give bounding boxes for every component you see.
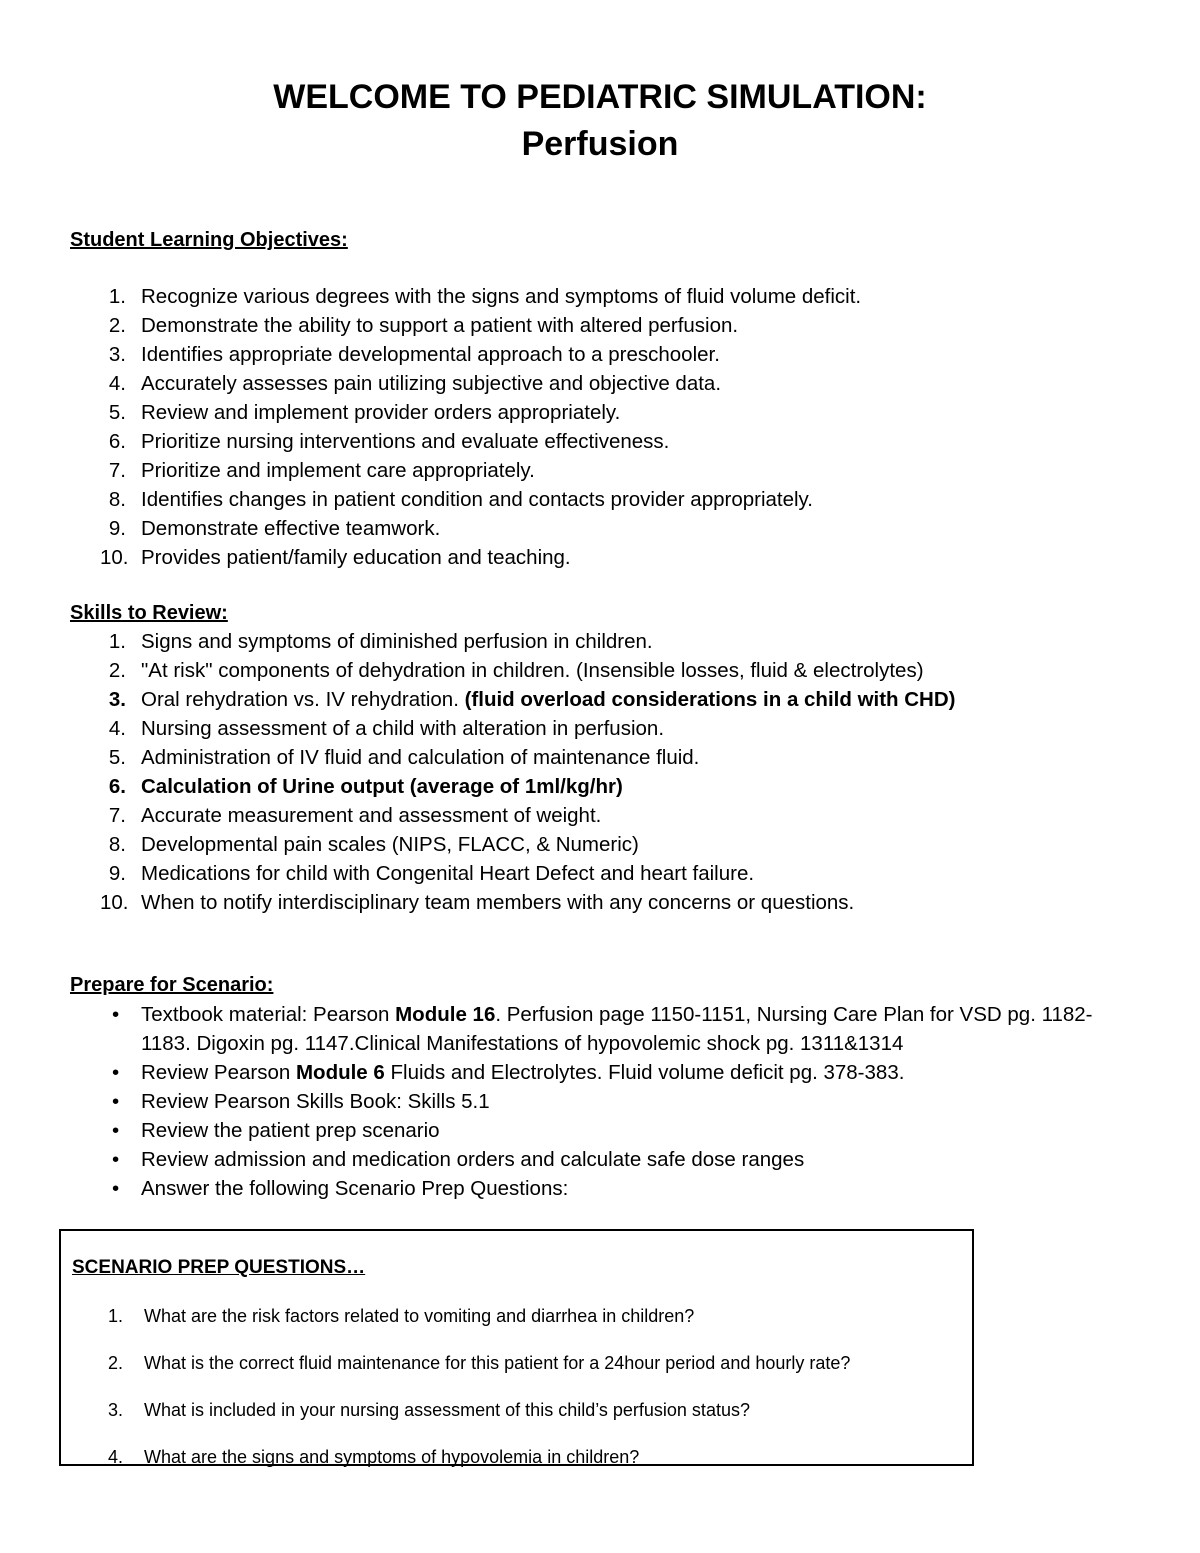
list-item [100, 311, 861, 340]
item-number: 2. [108, 659, 126, 682]
item-number: 9. [108, 517, 126, 540]
page-title: WELCOME TO PEDIATRIC SIMULATION: [273, 78, 927, 116]
item-bold-text: Module 6 [295, 1061, 385, 1084]
list-item [100, 427, 861, 456]
item-number: 1. [107, 1306, 123, 1326]
list-item [100, 485, 861, 514]
bullet-icon: • [112, 1119, 120, 1142]
list-item [100, 543, 861, 572]
item-text: Provides patient/family education and teaching. [141, 546, 571, 569]
item-text: . Perfusion page 1150-1151, Nursing Care Plan for VSD pg. 1182- [495, 1003, 1093, 1026]
list-item [100, 1087, 1093, 1116]
page-subtitle: Perfusion [521, 125, 679, 163]
item-text: Review admission and medication orders and calculate safe dose ranges [141, 1148, 805, 1171]
item-text: Developmental pain scales (NIPS, FLACC, & Numeric) [141, 833, 639, 856]
item-text: Medications for child with Congenital Heart Defect and heart failure. [141, 862, 755, 885]
list-item [101, 1434, 850, 1481]
list-item [101, 1340, 850, 1387]
prepare-heading: Prepare for Scenario: [70, 974, 274, 996]
list-item [100, 1058, 1093, 1087]
list-item [100, 656, 956, 685]
list-item [100, 514, 861, 543]
list-item [100, 772, 956, 801]
item-number: 4. [108, 717, 126, 740]
item-text: Review the patient prep scenario [141, 1119, 440, 1142]
bullet-icon: • [112, 1148, 120, 1171]
item-text: Review and implement provider orders appropriately. [141, 401, 621, 424]
item-text: Administration of IV fluid and calculation of maintenance fluid. [141, 746, 700, 769]
bullet-icon: • [112, 1061, 120, 1084]
item-number: 3. [108, 688, 126, 711]
item-text: Nursing assessment of a child with alteration in perfusion. [141, 717, 665, 740]
item-number: 1. [108, 630, 126, 653]
item-number: 10. [100, 891, 129, 914]
list-item [100, 888, 956, 917]
prepare-list [100, 1000, 1093, 1203]
item-text: Accurate measurement and assessment of weight. [141, 804, 602, 827]
item-text: What is the correct fluid maintenance for this patient for a 24hour period and hourly rate? [144, 1353, 851, 1373]
item-number: 6. [108, 430, 126, 453]
item-text: Calculation of Urine output (average of 1ml/kg/hr) [141, 775, 623, 798]
list-item [100, 743, 956, 772]
bullet-icon: • [112, 1090, 120, 1113]
list-item [100, 456, 861, 485]
objectives-heading: Student Learning Objectives: [70, 229, 348, 251]
list-item [101, 1293, 850, 1340]
item-text: Identifies changes in patient condition and contacts provider appropriately. [141, 488, 813, 511]
item-text: Answer the following Scenario Prep Questions: [141, 1177, 569, 1200]
list-item [100, 627, 956, 656]
item-text: What are the signs and symptoms of hypovolemia in children? [144, 1447, 640, 1467]
list-item [100, 714, 956, 743]
item-number: 3. [107, 1400, 123, 1420]
item-number: 7. [108, 804, 126, 827]
bullet-icon: • [112, 1003, 120, 1026]
item-number: 2. [108, 314, 126, 337]
item-text: Fluids and Electrolytes. Fluid volume deficit pg. 378-383. [384, 1061, 905, 1084]
item-number: 7. [108, 459, 126, 482]
item-number: 10. [100, 546, 129, 569]
item-text: Review Pearson Skills Book: Skills 5.1 [141, 1090, 490, 1113]
item-number: 9. [108, 862, 126, 885]
item-text: What is included in your nursing assessment of this child’s perfusion status? [144, 1400, 750, 1420]
item-text: Prioritize and implement care appropriately. [141, 459, 535, 482]
item-text: Review Pearson [141, 1061, 296, 1084]
questions-list [101, 1293, 850, 1481]
item-number: 4. [107, 1447, 123, 1467]
list-item [100, 282, 861, 311]
item-text: "At risk" components of dehydration in children. (Insensible losses, fluid & electrolytes) [141, 659, 924, 682]
item-text: Oral rehydration vs. IV rehydration. [141, 688, 459, 711]
item-number: 1. [108, 285, 126, 308]
list-item [100, 369, 861, 398]
item-number: 8. [108, 833, 126, 856]
item-number: 4. [108, 372, 126, 395]
item-text: Signs and symptoms of diminished perfusion in children. [141, 630, 653, 653]
item-text: When to notify interdisciplinary team members with any concerns or questions. [141, 891, 855, 914]
list-item [100, 830, 956, 859]
list-item [100, 1000, 1093, 1058]
bullet-icon: • [112, 1177, 120, 1200]
item-text: Demonstrate effective teamwork. [141, 517, 441, 540]
item-text: Identifies appropriate developmental approach to a preschooler. [141, 343, 720, 366]
item-number: 5. [108, 401, 126, 424]
list-item [100, 1174, 1093, 1203]
item-number: 3. [108, 343, 126, 366]
item-number: 2. [107, 1353, 123, 1373]
item-text: Accurately assesses pain utilizing subjective and objective data. [141, 372, 722, 395]
list-item [100, 801, 956, 830]
objectives-list [100, 282, 861, 572]
item-number: 8. [108, 488, 126, 511]
questions-heading: SCENARIO PREP QUESTIONS… [72, 1257, 366, 1278]
item-text: What are the risk factors related to vomiting and diarrhea in children? [144, 1306, 695, 1326]
list-item [100, 1116, 1093, 1145]
skills-heading: Skills to Review: [70, 602, 228, 624]
list-item [100, 859, 956, 888]
item-number: 6. [108, 775, 126, 798]
list-item [101, 1387, 850, 1434]
item-bold-text: (fluid overload considerations in a child with CHD) [464, 688, 956, 711]
list-item [100, 685, 956, 714]
list-item [100, 340, 861, 369]
item-text: Textbook material: Pearson [141, 1003, 396, 1026]
item-text: Demonstrate the ability to support a patient with altered perfusion. [141, 314, 739, 337]
skills-list [100, 627, 956, 917]
list-item [100, 1145, 1093, 1174]
list-item [100, 398, 861, 427]
item-bold-text: Module 16 [395, 1003, 496, 1026]
item-text: Recognize various degrees with the signs and symptoms of fluid volume deficit. [141, 285, 862, 308]
item-text: Prioritize nursing interventions and evaluate effectiveness. [141, 430, 670, 453]
item-text: 1183. Digoxin pg. 1147.Clinical Manifestations of hypovolemic shock pg. 1311&1314 [141, 1032, 904, 1055]
item-number: 5. [108, 746, 126, 769]
scenario-questions-box [59, 1229, 974, 1466]
